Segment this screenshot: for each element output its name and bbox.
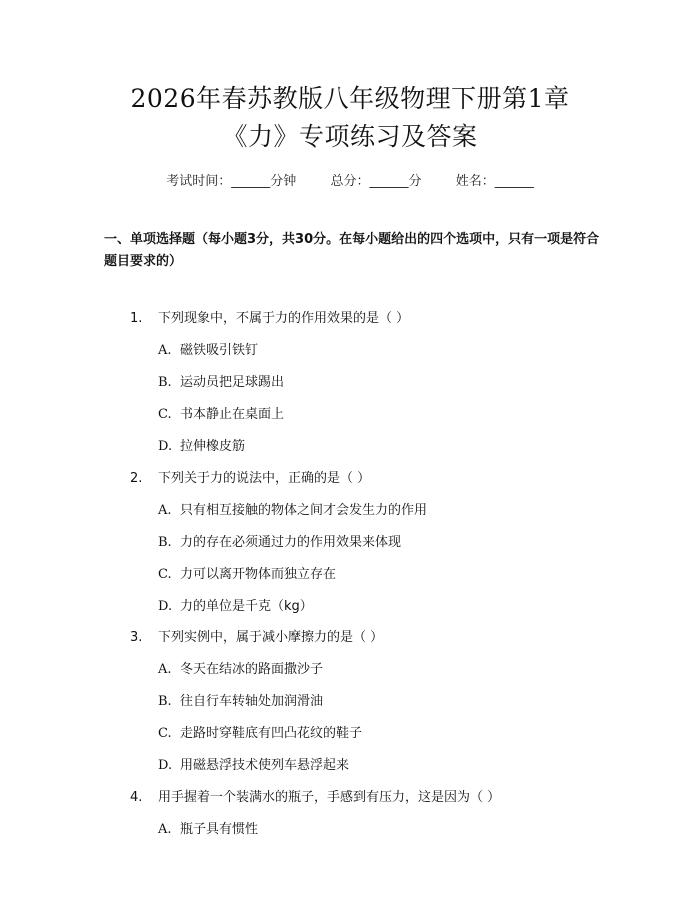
question-text: 下列实例中，属于减小摩擦力的是（ ） bbox=[158, 630, 384, 645]
option-letter: B. bbox=[158, 375, 172, 390]
option-1a bbox=[158, 341, 258, 361]
question-number: 3. bbox=[130, 630, 143, 645]
option-letter: C. bbox=[158, 407, 172, 422]
option-letter: B. bbox=[158, 694, 172, 709]
option-text: 力的存在必须通过力的作用效果来体现 bbox=[180, 535, 402, 550]
question-number: 2. bbox=[130, 471, 143, 486]
question-text: 下列关于力的说法中，正确的是（ ） bbox=[158, 471, 371, 486]
option-text: 往自行车转轴处加润滑油 bbox=[180, 694, 324, 709]
question-number: 1. bbox=[130, 311, 143, 326]
student-name-field: 姓名：______ bbox=[455, 174, 534, 189]
option-letter: D. bbox=[158, 439, 173, 454]
option-3b bbox=[158, 692, 323, 712]
option-3c bbox=[158, 724, 362, 744]
option-text: 运动员把足球踢出 bbox=[180, 375, 285, 390]
option-text: 只有相互接触的物体之间才会发生力的作用 bbox=[180, 503, 428, 518]
option-text: 走路时穿鞋底有凹凸花纹的鞋子 bbox=[180, 726, 363, 741]
option-text: 用磁悬浮技术使列车悬浮起来 bbox=[180, 758, 350, 773]
option-3d bbox=[158, 756, 349, 776]
question-text: 用手握着一个装满水的瓶子，手感到有压力，这是因为（ ） bbox=[158, 790, 501, 805]
question-1 bbox=[130, 309, 409, 329]
option-letter: D. bbox=[158, 758, 173, 773]
option-3a bbox=[158, 660, 323, 680]
section-heading: 一、单项选择题（每小题3分，共30分。在每小题给出的四个选项中，只有一项是符合题目要求的） bbox=[104, 232, 600, 269]
option-1b bbox=[158, 373, 284, 393]
document-title-line-2: 《力》专项练习及答案 bbox=[222, 122, 478, 151]
exam-info-row bbox=[0, 170, 700, 189]
option-text: 力可以离开物体而独立存在 bbox=[180, 567, 337, 582]
option-letter: B. bbox=[158, 535, 172, 550]
option-1d bbox=[158, 437, 245, 457]
option-letter: D. bbox=[158, 599, 173, 614]
option-letter: C. bbox=[158, 726, 172, 741]
option-1c bbox=[158, 405, 284, 425]
option-letter: A. bbox=[158, 662, 172, 677]
total-score-field: 总分：______分 bbox=[330, 174, 422, 189]
option-text: 磁铁吸引铁钉 bbox=[180, 343, 259, 358]
option-text: 力的单位是千克（kg） bbox=[180, 599, 313, 614]
option-4a bbox=[158, 820, 258, 840]
option-letter: A. bbox=[158, 822, 172, 837]
option-2c bbox=[158, 565, 336, 585]
question-text: 下列现象中，不属于力的作用效果的是（ ） bbox=[158, 311, 410, 326]
option-text: 冬天在结冰的路面撒沙子 bbox=[180, 662, 324, 677]
option-text: 拉伸橡皮筋 bbox=[180, 439, 246, 454]
option-2d bbox=[158, 597, 313, 617]
exam-time-field: 考试时间：______分钟 bbox=[166, 174, 297, 189]
question-3 bbox=[130, 628, 383, 648]
question-2 bbox=[130, 469, 370, 489]
option-letter: C. bbox=[158, 567, 172, 582]
question-number: 4. bbox=[130, 790, 143, 805]
option-letter: A. bbox=[158, 503, 172, 518]
option-2a bbox=[158, 501, 427, 521]
option-text: 瓶子具有惯性 bbox=[180, 822, 259, 837]
option-2b bbox=[158, 533, 401, 553]
option-letter: A. bbox=[158, 343, 172, 358]
question-4 bbox=[130, 788, 500, 808]
option-text: 书本静止在桌面上 bbox=[180, 407, 285, 422]
document-title-line-1: 2026年春苏教版八年级物理下册第1章 bbox=[130, 84, 570, 113]
